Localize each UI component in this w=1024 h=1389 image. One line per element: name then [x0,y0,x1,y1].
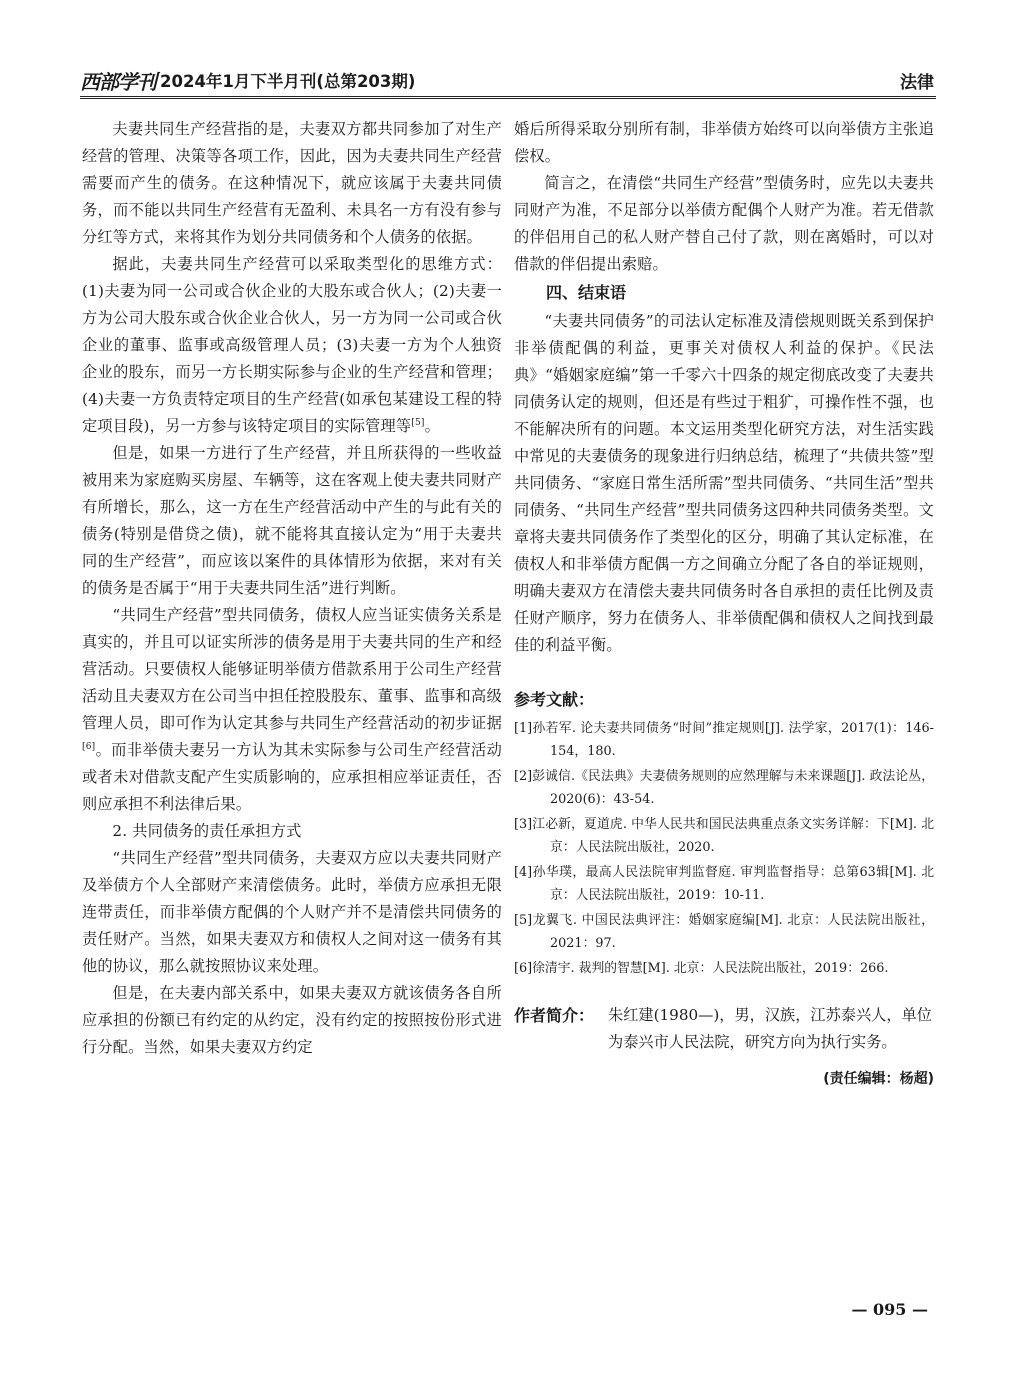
page-number: — 095 — [851,1300,928,1319]
left-column [82,116,502,1061]
reference-item: [3]江必新，夏道虎. 中华人民共和国民法典重点条文实务详解：下[M]. 北京：人民法院出版社，2020. [514,817,934,855]
author-bio [514,1002,934,1056]
paragraph: 据此，夫妻共同生产经营可以采取类型化的思维方式：(1)夫妻为同一公司或合伙企业的大股东或合伙人；(2)夫妻一方为公司大股东或合伙企业合伙人，另一方为同一公司或合伙企业的董事、监事或高级管理人员；(3)夫妻一方为个人独资企业的股东，而另一方长期实际参与企业的生产经营和管理；(4)夫妻一方负责特定项目的生产经营(如承包某建设工程的特定项目段)，另一方参与该特定项目的实际管理等[5]。 [82,255,502,435]
citation: [6] [82,741,96,752]
paragraph: 但是，在夫妻内部关系中，如果夫妻双方就该债务各自所应承担的份额已有约定的从约定，没有约定的按照按份形式进行分配。当然，如果夫妻双方约定 [82,984,502,1056]
paragraph: 夫妻共同生产经营指的是，夫妻双方都共同参加了对生产经营的管理、决策等各项工作，因此，因为夫妻共同生产经营需要而产生的债务。在这种情况下，就应该属于夫妻共同债务，而不能以共同生产经营有无盈利、未具名一方有没有参与分红等方式，来将其作为划分共同债务和个人债务的依据。 [82,120,502,246]
references-title: 参考文献： [514,690,595,709]
page-header [80,62,936,99]
editor-note: (责任编辑：杨超) [823,1071,934,1087]
subheading: 2. 共同债务的责任承担方式 [112,822,302,840]
paragraph: 婚后所得采取分别所有制，非举债方始终可以向举债方主张追偿权。 [514,120,934,165]
paragraph: 但是，如果一方进行了生产经营，并且所获得的一些收益被用来为家庭购买房屋、车辆等，这在客观上使夫妻共同财产有所增长，那么，这一方在生产经营活动中产生的与此有关的债务(特别是借贷之债)，就不能将其直接认定为“用于夫妻共同的生产经营”，而应该以案件的具体情形为依据，来对有关的债务是否属于“用于夫妻共同生活”进行判断。 [82,444,502,597]
journal-logo: 西部学刊 [80,70,156,94]
reference-item: [1]孙若军. 论夫妻共同债务“时间”推定规则[J]. 法学家，2017(1)：146-154，180. [514,721,934,759]
reference-item: [4]孙华璞，最高人民法院审判监督庭. 审判监督指导：总第63辑[M]. 北京：人民法院出版社，2019：10-11. [514,865,934,903]
issue-info: 2024年1月下半月刊(总第203期) [160,72,416,91]
section-heading: 四、结束语 [546,283,627,302]
author-text: 朱红建(1980—)，男，汉族，江苏泰兴人，单位为泰兴市人民法院，研究方向为执行实务。 [608,1006,932,1051]
paragraph: “夫妻共同债务”的司法认定标准及清偿规则既关系到保护非举债配偶的利益，更事关对债权人利益的保护。《民法典》“婚姻家庭编”第一千零六十四条的规定彻底改变了夫妻共同债务认定的规则，但还是有些过于粗犷，可操作性不强，也不能解决所有的问题。本文运用类型化研究方法，对生活实践中常见的夫妻债务的现象进行归纳总结，梳理了“共债共签”型共同债务、“家庭日常生活所需”型共同债务、“共同生活”型共同债务、“共同生产经营”型共同债务这四种共同债务类型。文章将夫妻共同债务作了类型化的区分，明确了其认定标准，在债权人和非举债方配偶一方之间确立分配了各自的举证规则，明确夫妻双方在清偿夫妻共同债务时各自承担的责任比例及责任财产顺序，努力在债务人、非举债配偶和债权人之间找到最佳的利益平衡。 [514,312,934,654]
reference-item: [2]彭诚信.《民法典》夫妻债务规则的应然理解与未来课题[J]. 政法论丛，2020(6)：43-54. [514,769,934,807]
paragraph: 简言之，在清偿“共同生产经营”型债务时，应先以夫妻共同财产为准，不足部分以举债方配偶个人财产为准。若无借款的伴侣用自己的私人财产替自己付了款，则在离婚时，可以对借款的伴侣提出索赔。 [514,174,934,273]
reference-item: [5]龙翼飞. 中国民法典评注：婚姻家庭编[M]. 北京：人民法院出版社，2021：97. [514,913,934,951]
paragraph: “共同生产经营”型共同债务，债权人应当证实债务关系是真实的，并且可以证实所涉的债务是用于夫妻共同的生产和经营活动。只要债权人能够证明举债方借款系用于公司生产经营活动且夫妻双方在公司当中担任控股股东、董事、监事和高级管理人员，即可作为认定其参与共同生产经营活动的初步证据[6]。而非举债夫妻另一方认为其未实际参与公司生产经营活动或者未对借款支配产生实质影响的，应承担相应举证责任，否则应承担不利法律后果。 [82,606,502,813]
paragraph: “共同生产经营”型共同债务，夫妻双方应以夫妻共同财产及举债方个人全部财产来清偿债务。此时，举债方应承担无限连带责任，而非举债方配偶的个人财产并不是清偿共同债务的责任财产。当然，如果夫妻双方和债权人之间对这一债务有其他的协议，那么就按照协议来处理。 [82,849,502,975]
reference-item: [6]徐清宇. 裁判的智慧[M]. 北京：人民法院出版社，2019：266. [514,961,889,976]
author-label: 作者简介： [514,1006,595,1025]
citation: [5] [411,417,425,428]
section-name: 法律 [900,73,934,93]
reference-list [514,717,934,980]
right-column [514,116,934,1092]
